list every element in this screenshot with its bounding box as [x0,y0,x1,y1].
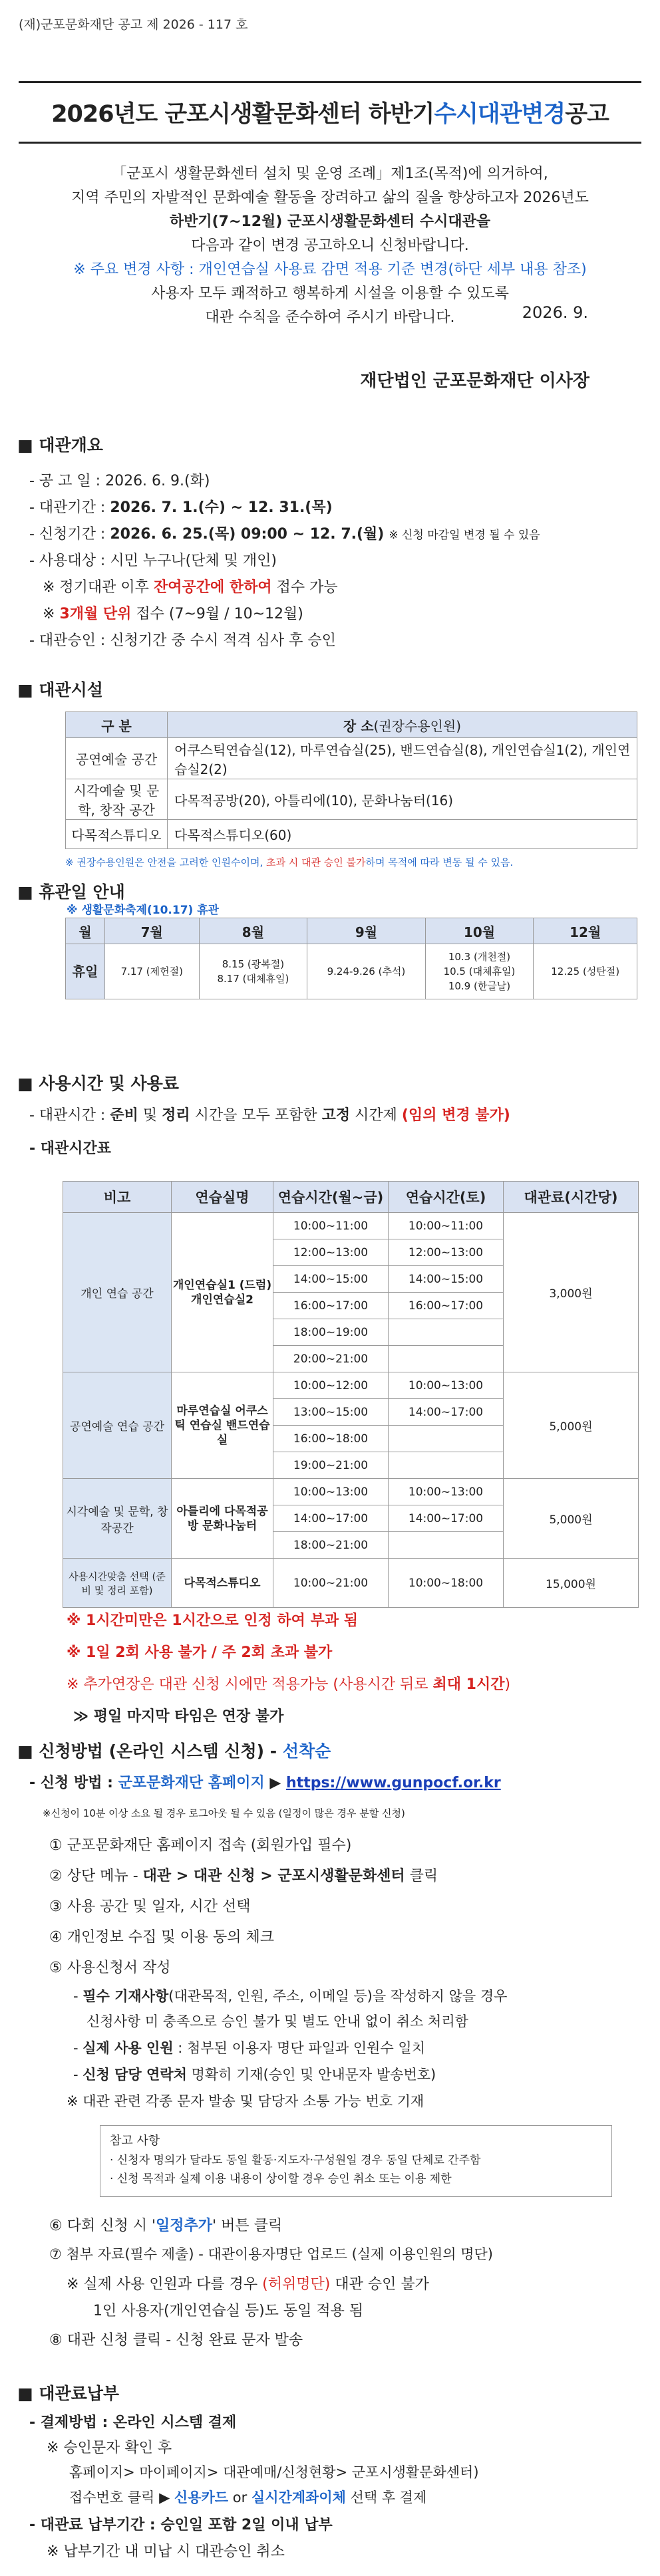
step-8: ⑧ 대관 신청 클릭 - 신청 완료 문자 발송 [49,2332,303,2349]
payment-deadline: - 대관료 납부기간 : 승인일 포함 2일 이내 납부 [29,2517,333,2533]
unit-note: ※ 3개월 단위 접수 (7~9월 / 10~12월) [43,606,303,622]
table-row: 시각예술 및 문학, 창작공간 아틀리에 다목적공방 문화나눔터 10:00~13:00 10:00~13:00 5,000원 [63,1479,639,1505]
fee-table: 비고 연습실명 연습시간(월~금) 연습시간(토) 대관료(시간당) 개인 연습 공간 개인연습실1 (드럼) 개인연습실2 10:00~11:00 10:00~11:00 3,000원 12:00~13:00 12:00~13:00 14:00~15:00 14:00~15:00 16:00~17:00 16:00~17:00 18:00~19:00 20:00~21:00 공연예술 연습 공간 마루연습실 어쿠스틱 연습실 밴드연습실 10:00~12:00 10:00~13:00 5,000원 13:00~15:00 14:00~17:00 16:00~18:00 19:00~21:00 시각예술 및 문학, 창작공간 아틀리에 다목적공방 문화나눔터 10:00~13:00 10:00~13:00 5,000원 14:00~17:00 14:00~17:00 18:00~21:00 사용시간맞춤 선택 (준비 및 정리 포함) 다목적스튜디오 10:00~21:00 10:00~18:00 15,000원 [63,1181,639,1608]
rule-extension: ※ 추가연장은 대관 신청 시에만 적용가능 (사용시간 뒤로 최대 1시간) [67,1676,511,1693]
table-row: 20:00~21:00 [63,1346,639,1372]
table-row: 12:00~13:00 12:00~13:00 [63,1239,639,1266]
table-row: 사용시간맞춤 선택 (준비 및 정리 포함) 다목적스튜디오 10:00~21:00 10:00~18:00 15,000원 [63,1559,639,1608]
fee-table-label: - 대관시간표 [29,1140,112,1157]
table-row: 14:00~15:00 14:00~15:00 [63,1266,639,1293]
step-2: ② 상단 메뉴 - 대관 > 대관 신청 > 군포시생활문화센터 클릭 [49,1868,438,1884]
table-row: 16:00~17:00 16:00~17:00 [63,1293,639,1319]
overview-heading: ■ 대관개요 [17,436,103,455]
step-7-note: ※ 실제 사용 인원과 다를 경우 (허위명단) 대관 승인 불가 [67,2276,429,2293]
holidays-heading: ■ 휴관일 안내 [17,882,125,902]
reference-box: 참고 사항 · 신청자 명의가 달라도 동일 활동·지도자·구성원일 경우 동일 단체로 간주함 · 신청 목적과 실제 이용 내용이 상이할 경우 승인 취소 또는 이용 제한 [100,2125,612,2197]
step-4: ④ 개인정보 수집 및 이용 동의 체크 [49,1929,274,1946]
step-7-note-2: 1인 사용자(개인연습실 등)도 동일 적용 됨 [93,2303,364,2319]
step-5: ⑤ 사용신청서 작성 [49,1960,171,1976]
approval-line: - 대관승인 : 신청기간 중 수시 적격 심사 후 승인 [29,632,336,649]
table-row: 18:00~21:00 [63,1532,639,1559]
festival-note: ※ 생활문화축제(10.17) 휴관 [67,904,220,917]
doc-number: (재)군포문화재단 공고 제 2026 - 117 호 [19,17,248,32]
facilities-note: ※ 권장수용인원은 안전을 고려한 인원수이며, 초과 시 대관 승인 불가하며 목적에 따라 변동 될 수 있음. [65,856,514,868]
notice-date-line: - 공 고 일 : 2026. 6. 9.(화) [29,473,210,489]
notice-date: 2026. 9. [522,303,588,322]
rule-last-slot: ≫ 평일 마지막 타임은 연장 불가 [73,1708,284,1725]
rental-period-line: - 대관기간 : 2026. 7. 1.(수) ~ 12. 31.(목) [29,499,333,516]
rule-frequency: ※ 1일 2회 사용 불가 / 주 2회 초과 불가 [67,1644,333,1661]
apply-note: ※신청이 10분 이상 소요 될 경우 로그아웃 될 수 있음 (일정이 많은 경우 분할 신청) [43,1807,405,1819]
step-1: ① 군포문화재단 홈페이지 접속 (회원가입 필수) [49,1837,352,1854]
table-row: 개인 연습 공간 개인연습실1 (드럼) 개인연습실2 10:00~11:00 10:00~11:00 3,000원 [63,1213,639,1239]
rental-time-line: - 대관시간 : 준비 및 정리 시간을 모두 포함한 고정 시간제 (임의 변경 불가) [29,1107,510,1124]
table-row: 16:00~18:00 [63,1426,639,1452]
homepage-link[interactable]: https://www.gunpocf.or.kr [286,1775,501,1791]
table-row: 13:00~15:00 14:00~17:00 [63,1399,639,1426]
table-row: 공연예술 연습 공간 마루연습실 어쿠스틱 연습실 밴드연습실 10:00~12:00 10:00~13:00 5,000원 [63,1372,639,1399]
facilities-table: 구 분 장 소(권장수용인원) 공연예술 공간 어쿠스틱연습실(12), 마루연습실(25), 밴드연습실(8), 개인연습실1(2), 개인연습실2(2) 시각예술 및 문학, 창작 공간 다목적공방(20), 아틀리에(10), 문화나눔터(16) 다목적스튜디오 다목적스튜디오(60) [65,711,637,849]
table-row: 18:00~19:00 [63,1319,639,1346]
step-5-people: - 실제 사용 인원 : 첨부된 이용자 명단 파일과 인원수 일치 [73,2040,425,2056]
intro-text: 「군포시 생활문화센터 설치 및 운영 조례」제1조(목적)에 의거하여, 지역 주민의 자발적인 문화예술 활동을 장려하고 삶의 질을 향상하고자 2026년도 하반기(7~12월) 군포시생활문화센터 수시대관을 다음과 같이 변경 공고하오니 신청바랍니다. ※ 주요 변경 사항 : 개인연습실 사용료 감면 적용 기준 변경(하단 세부 내용 참조) 사용자 모두 쾌적하고 행복하게 시설을 이용할 수 있도록 대관 수칙을 준수하여 주시기 바랍니다. [71,166,589,326]
step-3: ③ 사용 공간 및 일자, 시간 선택 [49,1898,251,1915]
usage-heading: ■ 사용시간 및 사용료 [17,1074,179,1093]
payment-method: - 결제방법 : 온라인 시스템 결제 [29,2414,237,2431]
step-5-required: - 필수 기재사항(대관목적, 인원, 주소, 이메일 등)을 작성하지 않을 경우 [73,1988,508,2004]
apply-heading: ■ 신청방법 (온라인 시스템 신청) - 선착순 [17,1741,331,1761]
step-6: ⑥ 다회 신청 시 '일정추가' 버튼 클릭 [49,2218,283,2234]
table-row: 19:00~21:00 [63,1452,639,1479]
step-5-contact: - 신청 담당 연락처 명확히 기재(승인 및 안내문자 발송번호) [73,2067,436,2083]
apply-method-line: - 신청 방법 : 군포문화재단 홈페이지 ▶ https://www.gunpocf.or.kr [29,1775,501,1791]
step-5-required-2: 신청사항 미 충족으로 승인 불가 및 별도 안내 없이 취소 처리함 [86,2013,468,2029]
regular-note: ※ 정기대관 이후 잔여공간에 한하여 접수 가능 [43,579,338,596]
payment-options: 접수번호 클릭 ▶ 신용카드 or 실시간계좌이체 선택 후 결제 [69,2490,427,2506]
rule-one-hour: ※ 1시간미만은 1시간으로 인정 하여 부과 됨 [67,1612,358,1629]
step-5-sms-note: ※ 대관 관련 각종 문자 발송 및 담당자 소통 가능 번호 기재 [67,2093,424,2109]
payment-confirm: ※ 승인문자 확인 후 [47,2440,172,2456]
payment-cancel: ※ 납부기간 내 미납 시 대관승인 취소 [47,2543,285,2560]
table-row: 14:00~17:00 14:00~17:00 [63,1505,639,1532]
payment-path: 홈페이지> 마이페이지> 대관예매/신청현황> 군포시생활문화센터) [69,2464,479,2480]
target-line: - 사용대상 : 시민 누구나(단체 및 개인) [29,553,277,569]
holiday-table: 월 7월 8월 9월 10월 12월 휴일 7.17 (제헌절) 8.15 (광복절) 8.17 (대체휴일) 9.24-9.26 (추석) 10.3 (개천절) 10.5 (대체휴일) 10.9 (한글날) 12.25 (성탄절) [65,918,637,999]
issuer: 재단법인 군포문화재단 이사장 [360,371,589,391]
page-title: 2026년도 군포시생활문화센터 하반기 수시대관 변경 공고 [19,81,641,144]
step-7: ⑦ 첨부 자료(필수 제출) - 대관이용자명단 업로드 (실제 이용인원의 명단) [49,2246,493,2262]
payment-heading: ■ 대관료납부 [17,2384,120,2403]
apply-period-line: - 신청기간 : 2026. 6. 25.(목) 09:00 ~ 12. 7.(월) ※ 신청 마감일 변경 될 수 있음 [29,526,540,543]
facilities-heading: ■ 대관시설 [17,680,103,700]
